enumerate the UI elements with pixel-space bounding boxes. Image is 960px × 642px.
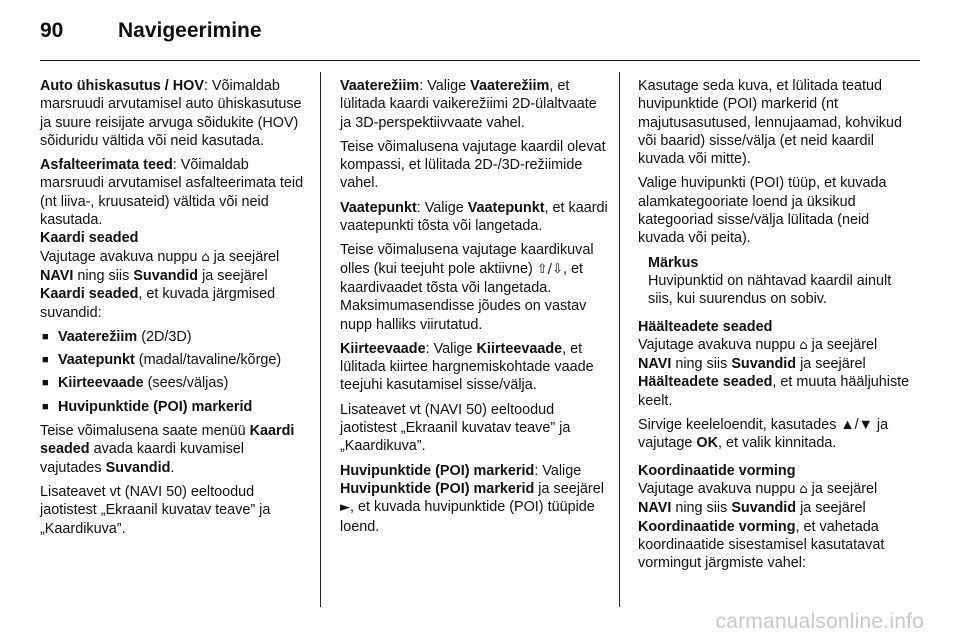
home-icon: ⌂ [799,337,808,353]
text: Sirvige keeleloendit, kasutades ▲/▼ ja vajutage [638,417,889,452]
text: ja seejärel [796,500,866,517]
term-options: Suvandid [731,500,797,517]
header-rule [40,60,920,61]
paragraph-viewpoint [340,199,608,236]
text: Vajutage avakuva nuppu [638,336,800,353]
bullet-text: (2D/3D) [137,328,192,345]
column-divider-2 [619,72,620,607]
page-number: 90 [40,19,64,42]
text: : Võimaldab marsruudi arvutamisel asfalteerimata teid (nt liiva-, kruusateid) vältida või neid kasutada. [40,157,304,229]
text: , et kaardi vaatepunkti tõsta või langetada. [340,199,608,235]
column-divider-1 [320,72,321,607]
chapter-title: Navigeerimine [118,19,262,42]
text: ja seejärel [796,356,866,373]
paragraph-compass: Teise võimalusena vajutage kaardil olevat kompassi, et lülitada 2D-/3D-režiimide vahel. [340,138,606,192]
arrow-up-down-icon: ⇧/⇩ [536,261,563,277]
term-view-mode: Vaaterežiim [470,78,550,94]
bullet-text: (madal/tavaline/kõrge) [134,352,282,369]
bullet-term: Huvipunktide (POI) markerid [58,398,253,415]
list-item [40,398,308,416]
term-options: Suvandid [105,459,171,476]
paragraph-view-mode [340,77,608,132]
paragraph-language-scroll [638,416,910,453]
term-viewpoint: Vaatepunkt [340,199,417,216]
term-motorway-view: Kiirteevaade [476,340,563,357]
section-heading-voice-settings: Häälteadete seaded [638,318,773,335]
paragraph-map-settings-intro [40,248,308,322]
paragraph-alt-open [40,422,308,477]
triangle-right-icon: ► [340,500,350,516]
text: , et kuvada huvipunktide (POI) tüüpide loend. [340,499,595,535]
page-header [40,19,262,49]
term-navi: NAVI [638,500,672,517]
term-ok: OK [696,435,718,452]
text: , et valik kinnitada. [718,435,837,452]
column-1 [40,77,308,544]
paragraph-see-also: Lisateavet vt (NAVI 50) eeltoodud jaotistest „Ekraanil kuvatav teave” ja „Kaardikuva”. [40,483,271,537]
paragraph-unpaved-roads [40,156,308,229]
paragraph-viewpoint-alt [340,241,608,333]
bullet-term: Vaatepunkt [58,352,135,369]
paragraph-poi-screen: Kasutage seda kuva, et lülitada teatud huvipunktide (POI) markerid (nt majutusasutused, lennujaamad, kohvikud või baarid) sisse/välja (et neid kaardil kuvada või mitte). [638,78,902,168]
home-icon: ⌂ [799,481,808,497]
text: : Valige [416,199,468,216]
term-coordinate-format: Koordinaatide vorming [638,518,796,535]
term-navi: NAVI [638,356,672,373]
column-2 [340,77,608,542]
text: . [170,459,175,476]
term-options: Suvandid [731,356,797,373]
text: Teise võimalusena saate menüü [40,423,250,440]
home-icon: ⌂ [201,249,210,265]
section-heading-coordinate-format: Koordinaatide vorming [638,462,796,479]
term-unpaved: Asfalteerimata teed [40,157,173,174]
term-map-settings: Kaardi seaded [40,423,295,458]
text: , et kuvada järgmised suvandid: [40,286,276,321]
column-3 [638,77,910,578]
text: Vajutage avakuva nuppu [40,248,202,265]
list-item [40,374,308,392]
text: ning siis [671,500,732,517]
section-heading-map-settings: Kaardi seaded [40,230,139,247]
text: ja seejärel [198,267,268,284]
text: ja seejärel [807,336,878,353]
text: , et kaardivaadet tõsta või langetada. Maksimumasendisse jõudes on vastav nupp halliks viirutatud. [340,260,587,333]
note-title: Märkus [648,254,699,271]
watermark: carmanualsonline.info [715,610,924,633]
list-item [40,328,308,346]
term-poi-markers: Huvipunktide (POI) markerid [340,462,535,479]
paragraph-coordinate-intro [638,480,910,572]
term-poi-markers: Huvipunktide (POI) markerid [340,480,535,497]
paragraph-voice-intro [638,336,910,410]
text: : Valige [419,78,471,94]
paragraph-see-also: Lisateavet vt (NAVI 50) eeltoodud jaotistest „Ekraanil kuvatav teave” ja „Kaardikuva”. [340,401,571,455]
text: : Võimaldab marsruudi arvutamisel auto ühiskasutuse ja suure reisijate arvuga sõidukite (HOV) sõiduridu vältida või neid kasutada. [40,78,302,149]
text: avada kaardi kuvamisel vajutades [40,441,244,476]
term-hov: Auto ühiskasutus / HOV [40,78,204,94]
paragraph-motorway-view [340,340,608,395]
bullet-term: Vaaterežiim [58,328,138,345]
text: : Valige [534,462,582,479]
term-map-settings: Kaardi seaded [40,286,139,303]
paragraph-hov [40,77,308,150]
text: , et lülitada kiirtee hargnemiskohtade vaade teejuhi kasutamisel sisse/välja. [340,340,594,394]
term-voice-settings: Häälteadete seaded [638,374,773,391]
text: ja seejärel [209,248,280,265]
options-list [40,328,308,416]
text: ning siis [73,267,134,284]
term-motorway-view: Kiirteevaade [340,340,426,357]
bullet-text: (sees/väljas) [143,375,229,392]
text: ning siis [671,356,732,373]
text: , et lülitada kaardi vaikerežiimi 2D-ülaltvaate ja 3D-perspektiivvaate vahel. [340,78,597,131]
term-navi: NAVI [40,267,74,284]
text: Vajutage avakuva nuppu [638,480,800,497]
text: : Valige [425,340,477,357]
term-options: Suvandid [133,267,199,284]
note-box [648,254,910,309]
paragraph-poi-markers [340,462,608,536]
bullet-term: Kiirteevaade [58,375,144,392]
term-viewpoint: Vaatepunkt [467,199,545,216]
paragraph-poi-type: Valige huvipunkti (POI) tüüp, et kuvada alamkategooriate loend ja üksikud kategooriad sisse/välja lülitada (neid kuvada või peita). [638,175,887,247]
text: , et muuta hääljuhiste keelt. [638,374,910,409]
list-item [40,351,308,369]
text: , et vahetada koordinaatide sisestamisel kasutatavat vormingut järgmiste vahel: [638,518,885,572]
text: ja seejärel [534,480,604,497]
note-text: Huvipunktid on nähtavad kaardil ainult siis, kui suurendus on sobiv. [648,272,892,308]
text: ja seejärel [807,480,878,497]
text: Teise võimalusena vajutage kaardikuval olles (kui teejuht pole aktiivne) [340,242,594,277]
term-view-mode: Vaaterežiim [340,78,420,94]
